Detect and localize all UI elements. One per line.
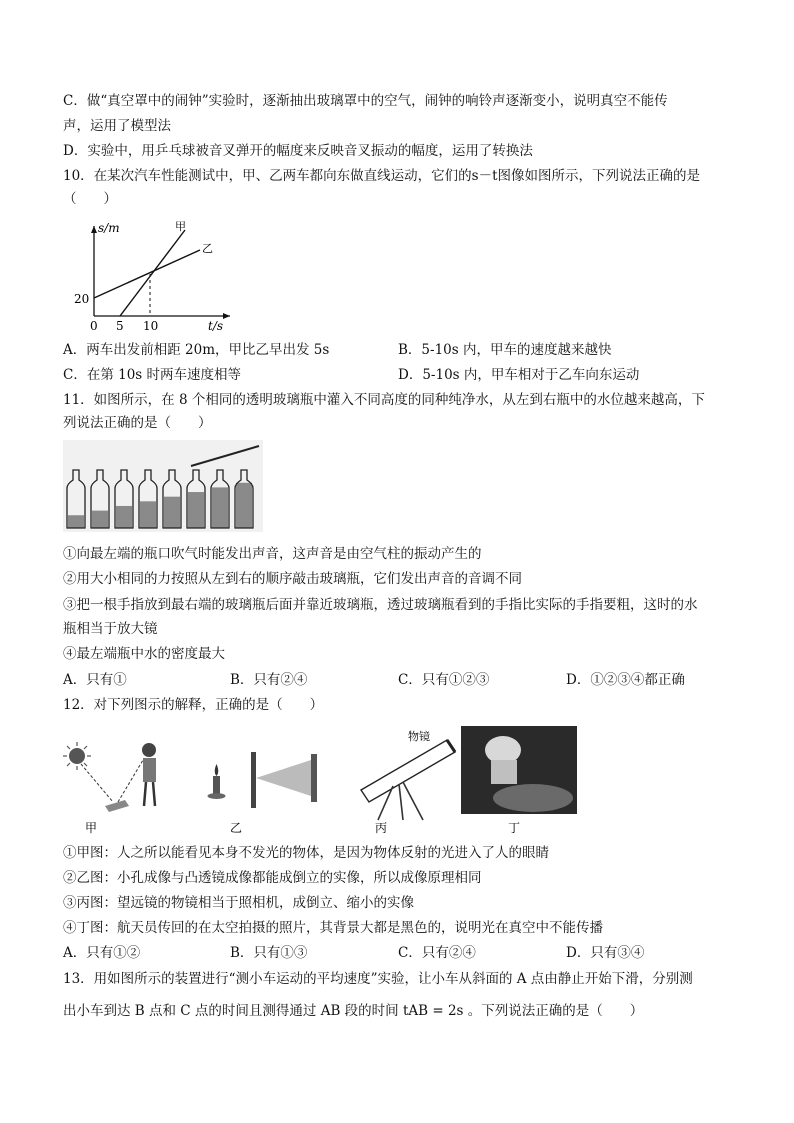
line-jia xyxy=(120,230,185,316)
q11-option-c[interactable]: C．只有①②③ xyxy=(398,672,490,688)
y-axis-arrow xyxy=(91,226,97,233)
q11-bottles-figure xyxy=(63,440,263,532)
x-tick-10: 10 xyxy=(143,319,159,333)
q12-option-c[interactable]: C．只有②④ xyxy=(398,945,476,961)
earth-surface xyxy=(493,784,573,812)
option-d-line: D．实验中，用乒乓球被音叉弹开的幅度来反映音叉振动的幅度，运用了转换法 xyxy=(63,143,533,159)
q12-statement-4: ④丁图：航天员传回的在太空拍摄的照片，其背景大都是黑色的，说明光在真空中不能传播 xyxy=(63,920,603,936)
q12-option-d[interactable]: D．只有③④ xyxy=(566,945,645,961)
y-tick-20: 20 xyxy=(74,292,90,306)
q11-option-d[interactable]: D．①②③④都正确 xyxy=(566,672,685,688)
label-jia: 甲 xyxy=(175,220,186,233)
bottle-water xyxy=(188,492,204,528)
girl-body-icon xyxy=(143,758,156,782)
objective-lens-label: 物镜 xyxy=(408,730,430,743)
q13-stem-line1: 13．用如图所示的装置进行“测小车运动的平均速度”实验，让小车从斜面的 A 点由静止开始下滑，分别测 xyxy=(63,971,693,987)
q12-stem: 12．对下列图示的解释，正确的是（ ） xyxy=(63,697,324,713)
q11-stem-line1: 11．如图所示，在 8 个相同的透明玻璃瓶中灌入不同高度的同种纯净水，从左到右瓶中的水位越来越高，下 xyxy=(63,392,705,408)
bottle-water xyxy=(140,501,156,528)
bottle-water xyxy=(68,515,84,528)
label-bing: 丙 xyxy=(375,821,388,835)
q11-statement-2: ②用大小相同的力按照从左到右的顺序敲击玻璃瓶，它们发出声音的音调不同 xyxy=(63,571,522,587)
bottle-water xyxy=(236,483,252,528)
figure-bing xyxy=(361,729,455,835)
q10-option-d[interactable]: D．5-10s 内，甲车相对于乙车向东运动 xyxy=(398,367,640,383)
x-tick-5: 5 xyxy=(116,319,124,333)
bottle-water xyxy=(116,506,132,528)
label-yi: 乙 xyxy=(230,821,243,835)
bottle-water xyxy=(164,497,180,528)
x-axis-arrow xyxy=(223,313,230,319)
q10-option-b[interactable]: B．5-10s 内，甲车的速度越来越快 xyxy=(398,342,612,358)
object-icon xyxy=(105,800,129,812)
q12-option-a[interactable]: A．只有①② xyxy=(63,945,141,961)
q11-stem-line2: 列说法正确的是（ ） xyxy=(63,415,212,431)
bottle-water xyxy=(92,511,108,528)
bottle-water xyxy=(212,487,228,528)
q12-figures xyxy=(63,720,583,838)
q12-statement-1: ①甲图：人之所以能看见本身不发光的物体，是因为物体反射的光进入了人的眼睛 xyxy=(63,845,549,861)
q11-statement-3: ③把一根手指放到最右端的玻璃瓶后面并靠近玻璃瓶，透过玻璃瓶看到的手指比实际的手指要粗，这时的水 xyxy=(63,597,698,613)
q10-st-graph xyxy=(70,218,240,334)
label-yi: 乙 xyxy=(202,242,213,255)
q10-option-c[interactable]: C．在第 10s 时两车速度相等 xyxy=(63,367,242,383)
q12-statement-2: ②乙图：小孔成像与凸透镜成像都能成倒立的实像，所以成像原理相同 xyxy=(63,870,482,886)
x-tick-0: 0 xyxy=(90,319,98,333)
flame-icon xyxy=(215,764,219,776)
q10-stem-line2: （ ） xyxy=(63,191,117,207)
q12-option-b[interactable]: B．只有①③ xyxy=(230,945,308,961)
q11-statement-4: ④最左端瓶中水的密度最大 xyxy=(63,646,225,662)
q11-statement-1: ①向最左端的瓶口吹气时能发出声音，这声音是由空气柱的振动产生的 xyxy=(63,546,482,562)
line-yi xyxy=(94,250,200,298)
incident-ray xyxy=(81,764,113,802)
option-c-line2: 声，运用了模型法 xyxy=(63,118,171,134)
astronaut-icon xyxy=(485,736,521,764)
screen-icon xyxy=(311,754,317,802)
reflected-ray xyxy=(118,760,143,802)
label-ding: 丁 xyxy=(508,821,521,835)
q11-option-a[interactable]: A．只有① xyxy=(63,672,127,688)
x-axis-label: t/s xyxy=(208,319,224,333)
q11-statement-3-cont: 瓶相当于放大镜 xyxy=(63,621,158,637)
q12-statement-3: ③丙图：望远镜的物镜相当于照相机，成倒立、缩小的实像 xyxy=(63,895,414,911)
q10-option-a[interactable]: A．两车出发前相距 20m，甲比乙早出发 5s xyxy=(63,342,330,358)
light-cone xyxy=(256,760,311,796)
y-axis-label: s/m xyxy=(98,221,120,235)
q10-stem-line1: 10．在某次汽车性能测试中，甲、乙两车都向东做直线运动，它们的s－t图像如图所示，下列说法正确的是 xyxy=(63,168,701,184)
q11-option-b[interactable]: B．只有②④ xyxy=(230,672,308,688)
sun-icon xyxy=(69,748,85,764)
figure-yi xyxy=(208,752,318,835)
girl-head-icon xyxy=(142,743,156,757)
candle-icon xyxy=(213,776,220,794)
q13-stem-line2: 出小车到达 B 点和 C 点的时间且测得通过 AB 段的时间 tAB = 2s 。下列说法正确的是（ ） xyxy=(63,1003,644,1019)
option-c-line1: C．做“真空罩中的闹钟”实验时，逐渐抽出玻璃罩中的空气，闹钟的响铃声逐渐变小，说明真空不能传 xyxy=(63,93,668,109)
figure-jia xyxy=(63,742,156,835)
pinhole-board-icon xyxy=(251,752,256,808)
label-jia: 甲 xyxy=(85,821,98,835)
figure-ding xyxy=(461,726,577,835)
